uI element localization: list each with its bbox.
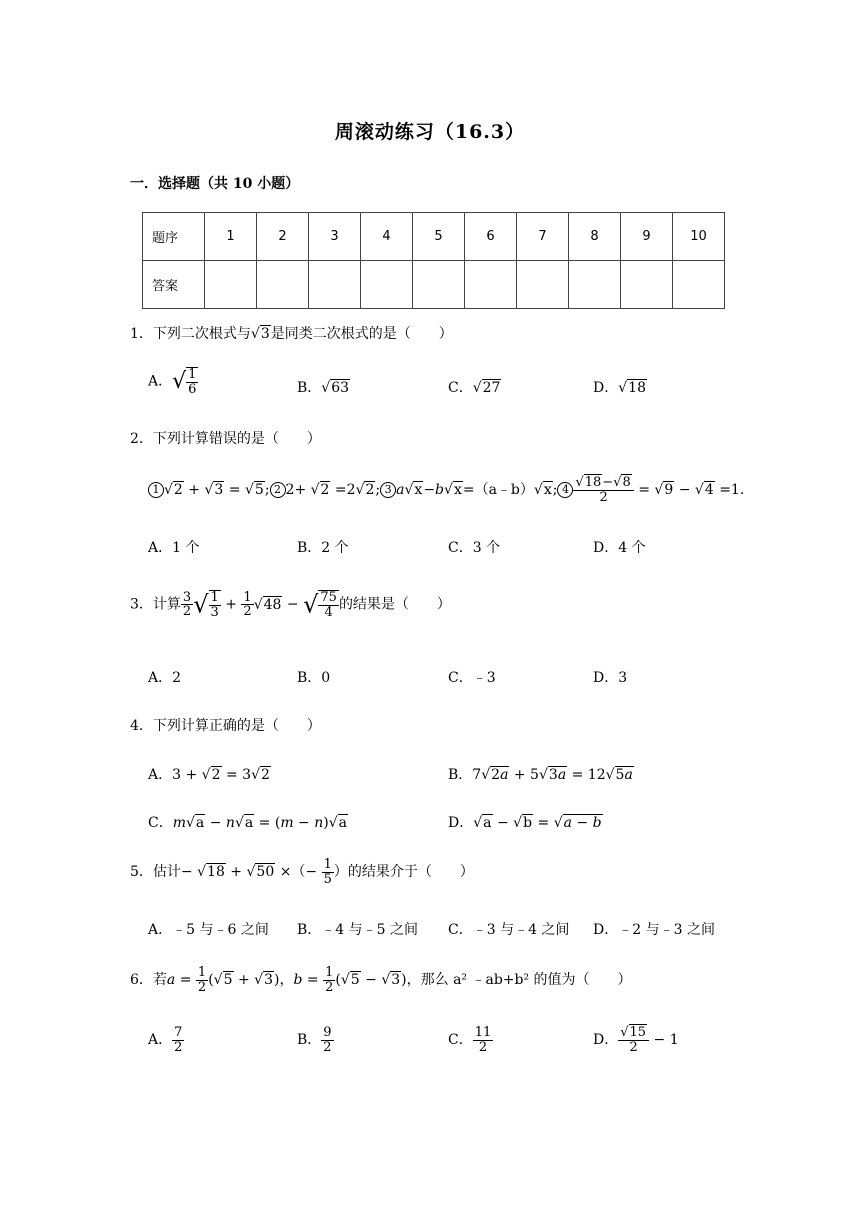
answer-number: 10 — [673, 213, 725, 261]
answer-number: 9 — [621, 213, 673, 261]
answer-table-row2-label: 答案 — [143, 261, 205, 309]
section-heading: 一．选择题（共 10 小题） — [130, 176, 300, 192]
question-3-option-c[interactable]: C．﹣3 — [448, 670, 496, 686]
question-5-option-a[interactable]: A．﹣5 与﹣6 之间 — [148, 922, 269, 938]
question-4-option-a[interactable]: A．3 + √2 = 3√2 — [148, 767, 270, 783]
answer-number: 8 — [569, 213, 621, 261]
answer-cell[interactable] — [569, 261, 621, 309]
question-2-option-a[interactable]: A．1 个 — [148, 540, 200, 556]
answer-cell[interactable] — [309, 261, 361, 309]
question-5-option-d[interactable]: D．﹣2 与﹣3 之间 — [593, 922, 715, 938]
question-4-option-b[interactable]: B．7√2a + 5√3a = 12√5a — [448, 767, 633, 783]
answer-cell[interactable] — [361, 261, 413, 309]
question-1-stem: 1．下列二次根式与√3是同类二次根式的是（ ） — [130, 326, 453, 342]
answer-table-answer-row — [143, 261, 725, 309]
answer-table-row1-label: 题序 — [143, 213, 205, 261]
question-6-option-a[interactable]: A． $\frac{7}{2}$ — [148, 1025, 183, 1055]
question-5-option-b[interactable]: B．﹣4 与﹣5 之间 — [297, 922, 419, 938]
answer-cell[interactable] — [413, 261, 465, 309]
question-3-option-d[interactable]: D．3 — [593, 670, 628, 686]
question-5-stem: 5．估计− √18 + √50 ×（− $\frac{1}{5}$ ）的结果介于（ ） — [130, 857, 474, 887]
answer-number: 5 — [413, 213, 465, 261]
answer-number: 3 — [309, 213, 361, 261]
question-5-option-c[interactable]: C．﹣3 与﹣4 之间 — [448, 922, 570, 938]
answer-cell[interactable] — [517, 261, 569, 309]
question-1-option-a[interactable]: A．√ $\frac{1}{6}$ — [148, 367, 197, 397]
question-2-expressions: 1 √2 + √3 = √5; 2 2+ √2 =2√2; 3 a√x−b√x=（a﹣b）√x; 4 $\frac{√18-√8}{2}$ = √9 − √4 =1. — [148, 476, 744, 504]
answer-number: 1 — [205, 213, 257, 261]
answer-cell[interactable] — [257, 261, 309, 309]
page-title: 周滚动练习（16.3） — [334, 121, 526, 143]
answer-cell[interactable] — [673, 261, 725, 309]
answer-number: 2 — [257, 213, 309, 261]
answer-cell[interactable] — [621, 261, 673, 309]
answer-table-header-row — [143, 213, 725, 261]
question-1-option-c[interactable]: C．√27 — [448, 380, 501, 396]
answer-cell[interactable] — [205, 261, 257, 309]
question-4-stem: 4．下列计算正确的是（ ） — [130, 718, 321, 734]
question-3-option-a[interactable]: A．2 — [148, 670, 182, 686]
answer-number: 7 — [517, 213, 569, 261]
question-6-option-c[interactable]: C． $\frac{11}{2}$ — [448, 1025, 492, 1055]
question-2-option-d[interactable]: D．4 个 — [593, 540, 646, 556]
question-2-option-c[interactable]: C．3 个 — [448, 540, 501, 556]
question-1-option-d[interactable]: D．√18 — [593, 380, 646, 396]
question-3-option-b[interactable]: B．0 — [297, 670, 331, 686]
answer-cell[interactable] — [465, 261, 517, 309]
question-3-stem: 3．计算 $\frac{3}{2}$ √ $\frac{1}{3}$ + $\frac{1}{2}$ √48 − √ $\frac{75}{4}$ 的结果是（ ） — [130, 589, 451, 620]
sqrt-expression: √3 — [250, 326, 270, 342]
question-2-stem: 2．下列计算错误的是（ ） — [130, 431, 321, 447]
question-6-stem: 6．若a = $\frac{1}{2}$ (√5 + √3)，b = $\frac{1}{2}$ (√5 − √3)，那么 a² ﹣ab+b² 的值为（ ） — [130, 965, 632, 995]
answer-number: 4 — [361, 213, 413, 261]
question-4-option-d[interactable]: D．√a − √b = √a − b — [448, 815, 602, 831]
question-6-option-b[interactable]: B． $\frac{9}{2}$ — [297, 1025, 332, 1055]
question-4-option-c[interactable]: C．m√a − n√a = (m − n)√a — [148, 815, 348, 831]
answer-table — [142, 212, 725, 309]
answer-number: 6 — [465, 213, 517, 261]
question-1-option-b[interactable]: B．√63 — [297, 380, 350, 396]
question-6-option-d[interactable]: D． $\frac{√15}{2}$ − 1 — [593, 1025, 679, 1055]
question-2-option-b[interactable]: B．2 个 — [297, 540, 349, 556]
